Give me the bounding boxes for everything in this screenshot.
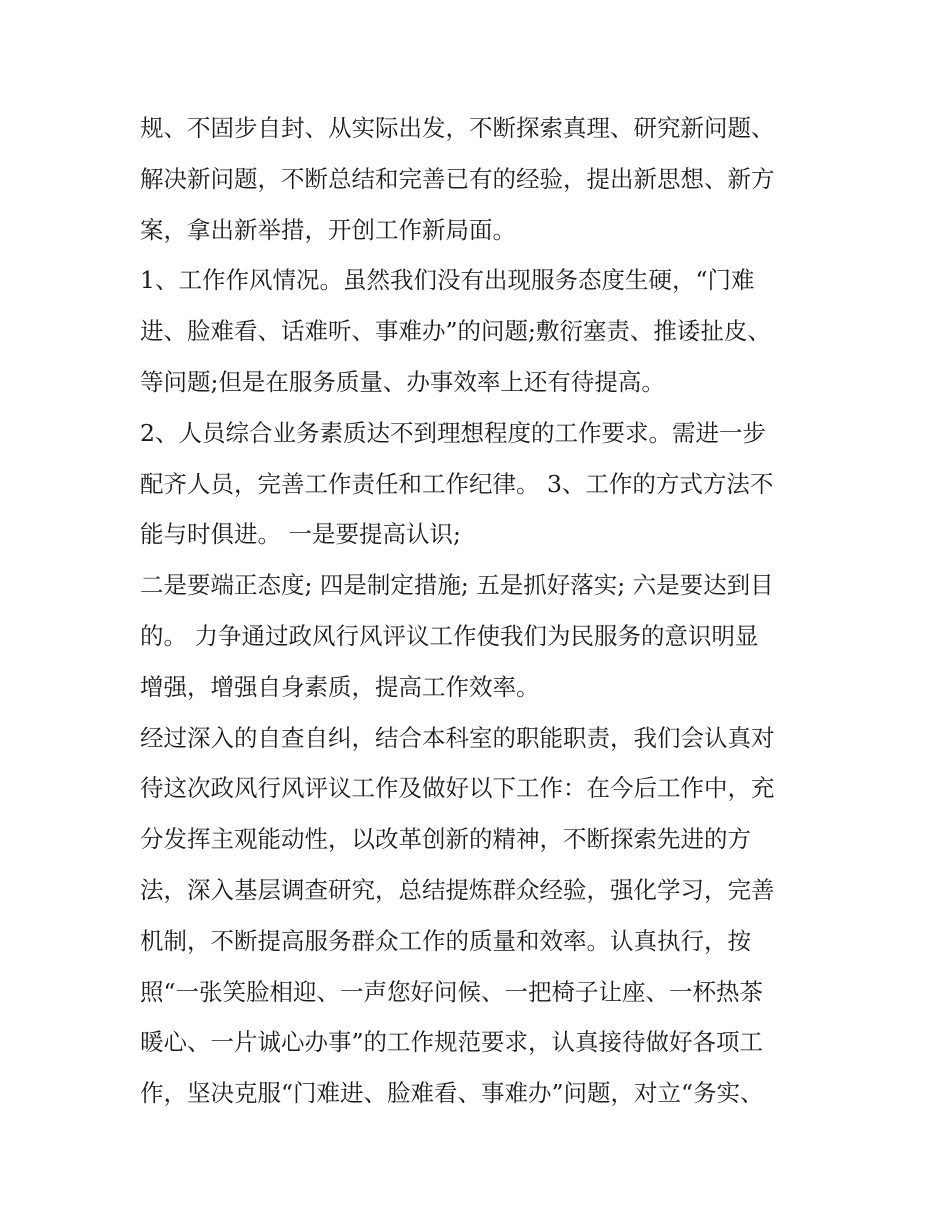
text-line: 作，坚决克服“门难进、脸难看、事难办”问题，对立“务实、 <box>140 1079 764 1108</box>
text-line: 2、人员综合业务素质达不到理想程度的工作要求。需进一步 <box>140 418 766 447</box>
text-line: 规、不固步自封、从实际出发，不断探索真理、研究新问题、 <box>140 114 775 142</box>
text-line: 的。 力争通过政风行风评议工作使我们为民服务的意识明显 <box>140 621 759 650</box>
text-line: 经过深入的自查自纠，结合本科室的职能职责，我们会认真对 <box>140 723 775 752</box>
text-line: 机制，不断提高服务群众工作的质量和效率。认真执行，按 <box>140 926 751 955</box>
text-line: 二是要端正态度; 四是制定措施; 五是抓好落实; 六是要达到目 <box>140 571 774 600</box>
document-body <box>140 103 820 1119</box>
text-line: 照“一张笑脸相迎、一声您好问候、一把椅子让座、一杯热茶 <box>140 977 764 1006</box>
text-line: 分发挥主观能动性，以改革创新的精神，不断探索先进的方 <box>140 825 751 854</box>
text-line: 等问题;但是在服务质量、办事效率上还有待提高。 <box>140 367 665 396</box>
text-line: 进、脸难看、话难听、事难办”的问题;敷衍塞责、推诿扯皮、 <box>140 317 771 346</box>
text-line: 案，拿出新举措，开创工作新局面。 <box>140 215 516 244</box>
text-line: 待这次政风行风评议工作及做好以下工作：在今后工作中，充 <box>140 774 775 803</box>
text-line: 解决新问题，不断总结和完善已有的经验，提出新思想、新方 <box>140 164 775 193</box>
text-line: 法，深入基层调查研究，总结提炼群众经验，强化学习，完善 <box>140 875 775 904</box>
text-line: 能与时俱进。 一是要提高认识; <box>140 520 461 549</box>
text-line: 暖心、一片诚心办事”的工作规范要求，认真接待做好各项工 <box>140 1028 764 1057</box>
text-line: 配齐人员，完善工作责任和工作纪律。 3、工作的方式方法不 <box>140 469 774 498</box>
text-line: 1、工作作风情况。虽然我们没有出现服务态度生硬，“门难 <box>140 266 755 295</box>
text-line: 增强，增强自身素质，提高工作效率。 <box>140 672 540 701</box>
